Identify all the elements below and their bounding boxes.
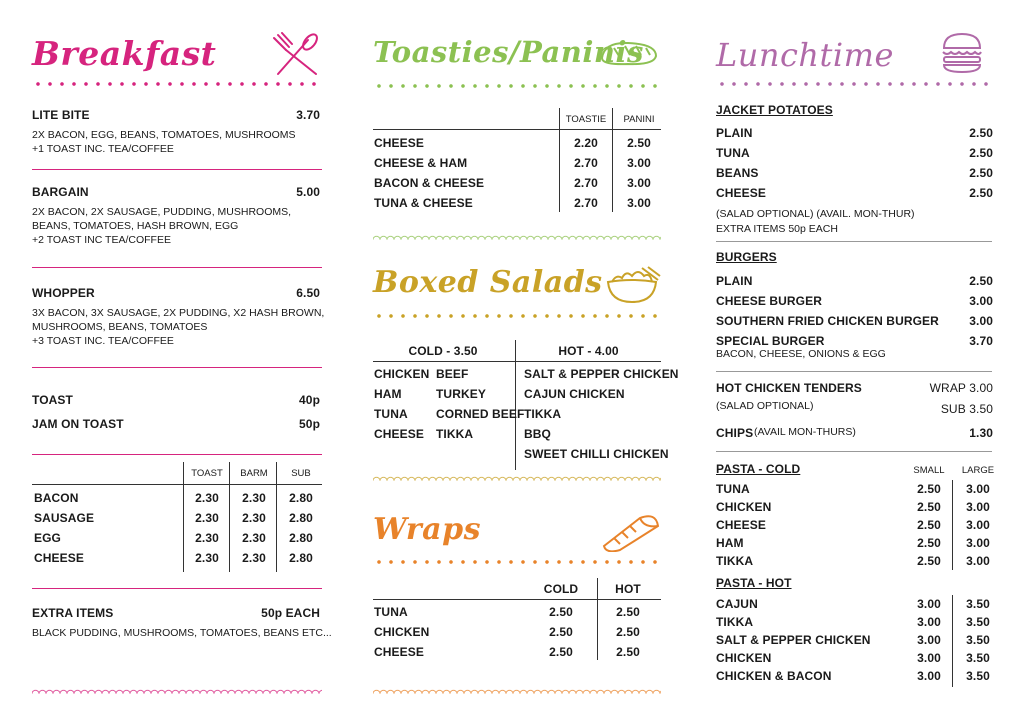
salad-hot-item: BBQ <box>524 427 551 441</box>
salads-dotted-divider <box>373 314 661 318</box>
breakfast-row-price: 2.30 <box>195 531 219 545</box>
wraps-row-price: 2.50 <box>616 625 640 639</box>
toasties-dotted-divider <box>373 84 661 88</box>
breakfast-row-name: BACON <box>34 491 79 505</box>
salad-cold-item: CHICKEN <box>374 367 430 381</box>
toast-price: 40p <box>299 393 320 407</box>
jam-name: JAM ON TOAST <box>32 417 124 431</box>
breakfast-row-price: 2.30 <box>242 551 266 565</box>
burger-item-price: 2.50 <box>969 274 993 288</box>
toasties-row-price: 3.00 <box>627 196 651 210</box>
wraps-row-price: 2.50 <box>616 645 640 659</box>
divider <box>32 484 322 485</box>
pasta-cold-price: 3.00 <box>966 554 990 568</box>
tenders-wrap-price: WRAP 3.00 <box>929 381 993 395</box>
salad-hot-item: SALT & PEPPER CHICKEN <box>524 367 679 381</box>
pasta-cold-price: 2.50 <box>917 536 941 550</box>
wraps-row-price: 2.50 <box>549 605 573 619</box>
pasta-hot-price: 3.50 <box>966 651 990 665</box>
divider <box>716 371 992 372</box>
burger-item-price: 3.70 <box>969 334 993 348</box>
toasties-row-price: 3.00 <box>627 176 651 190</box>
breakfast-row-price: 2.80 <box>289 531 313 545</box>
divider <box>32 454 322 455</box>
toasties-row-name: CHEESE <box>374 136 424 150</box>
breakfast-row-price: 2.80 <box>289 551 313 565</box>
jacket-item-price: 2.50 <box>969 166 993 180</box>
breakfast-item-desc: 2X BACON, 2X SAUSAGE, PUDDING, MUSHROOMS, <box>32 206 292 218</box>
divider <box>32 588 322 589</box>
pasta-cold-price: 2.50 <box>917 518 941 532</box>
breakfast-item-desc: BEANS, TOMATOES, HASH BROWN, EGG <box>32 220 239 232</box>
middle-section <box>340 0 680 727</box>
breakfast-item-desc: MUSHROOMS, BEANS, TOMATOES <box>32 321 208 333</box>
divider <box>559 108 560 212</box>
divider <box>32 169 322 170</box>
tenders-name: HOT CHICKEN TENDERS <box>716 381 862 395</box>
breakfast-col-header: BARM <box>240 468 268 479</box>
scallop-border <box>373 475 661 481</box>
jacket-item-name: BEANS <box>716 166 759 180</box>
breakfast-row-name: CHEESE <box>34 551 84 565</box>
jacket-item-name: TUNA <box>716 146 750 160</box>
salad-hot-item: TIKKA <box>524 407 562 421</box>
breakfast-item-name: WHOPPER <box>32 286 95 300</box>
wraps-col-header: HOT <box>615 582 641 596</box>
breakfast-row-price: 2.30 <box>195 491 219 505</box>
jacket-item-name: PLAIN <box>716 126 753 140</box>
breakfast-item-desc: +1 TOAST INC. TEA/COFFEE <box>32 143 174 155</box>
cutlery-icon <box>272 32 322 78</box>
pasta-hot-price: 3.00 <box>917 633 941 647</box>
toasties-row-price: 2.50 <box>627 136 651 150</box>
special-burger-desc: BACON, CHEESE, ONIONS & EGG <box>716 348 886 360</box>
wrap-icon <box>600 512 662 552</box>
pasta-hot-name: SALT & PEPPER CHICKEN <box>716 633 871 647</box>
wraps-row-name: TUNA <box>374 605 408 619</box>
scallop-border <box>373 234 661 240</box>
pasta-cold-title: PASTA - COLD <box>716 462 801 476</box>
salad-cold-item: TIKKA <box>436 427 474 441</box>
breakfast-row-price: 2.80 <box>289 511 313 525</box>
pasta-cold-price: 2.50 <box>917 554 941 568</box>
pasta-cold-price: 3.00 <box>966 518 990 532</box>
pasta-hot-price: 3.00 <box>917 651 941 665</box>
wraps-row-name: CHEESE <box>374 645 424 659</box>
pasta-hot-price: 3.00 <box>917 615 941 629</box>
divider <box>373 599 661 600</box>
breakfast-item-name: BARGAIN <box>32 185 89 199</box>
breakfast-item-desc: +2 TOAST INC TEA/COFFEE <box>32 234 171 246</box>
divider <box>32 367 322 368</box>
salad-hot-item: CAJUN CHICKEN <box>524 387 625 401</box>
salad-hot-item: SWEET CHILLI CHICKEN <box>524 447 669 461</box>
breakfast-col-header: SUB <box>291 468 311 479</box>
pasta-cold-name: HAM <box>716 536 744 550</box>
chips-name: CHIPS <box>716 426 754 440</box>
pasta-hot-name: TIKKA <box>716 615 754 629</box>
scallop-border <box>373 688 661 694</box>
toast-name: TOAST <box>32 393 73 407</box>
burger-item-price: 3.00 <box>969 294 993 308</box>
pasta-hot-price: 3.50 <box>966 669 990 683</box>
toasties-row-price: 3.00 <box>627 156 651 170</box>
breakfast-col-header: TOAST <box>191 468 223 479</box>
salad-bowl-icon <box>602 266 662 306</box>
toasties-row-price: 2.70 <box>574 176 598 190</box>
wraps-col-header: COLD <box>543 582 579 596</box>
divider <box>716 451 992 452</box>
pasta-cold-name: CHEESE <box>716 518 766 532</box>
burger-item-name: SOUTHERN FRIED CHICKEN BURGER <box>716 314 939 328</box>
toasties-col-header: TOASTIE <box>565 114 607 125</box>
lunch-dotted-divider <box>716 82 992 86</box>
scallop-border <box>32 688 322 694</box>
breakfast-item-desc: 3X BACON, 3X SAUSAGE, 2X PUDDING, X2 HASH BROWN, <box>32 307 325 319</box>
toasties-row-price: 2.70 <box>574 196 598 210</box>
jacket-note: (SALAD OPTIONAL) (AVAIL. MON-THUR) <box>716 208 915 220</box>
pasta-hot-name: CHICKEN <box>716 651 772 665</box>
wraps-dotted-divider <box>373 560 661 564</box>
pasta-hot-name: CHICKEN & BACON <box>716 669 832 683</box>
breakfast-row-name: EGG <box>34 531 61 545</box>
toasties-row-name: TUNA & CHEESE <box>374 196 473 210</box>
salads-cold-header: COLD - 3.50 <box>408 344 478 358</box>
pasta-cold-price: 2.50 <box>917 500 941 514</box>
jacket-potatoes-title: JACKET POTATOES <box>716 103 833 117</box>
jacket-item-price: 2.50 <box>969 186 993 200</box>
jacket-item-name: CHEESE <box>716 186 766 200</box>
breakfast-section <box>0 0 340 727</box>
toasties-row-name: BACON & CHEESE <box>374 176 485 190</box>
salads-hot-header: HOT - 4.00 <box>558 344 619 358</box>
toasties-row-name: CHEESE & HAM <box>374 156 468 170</box>
burger-item-name: SPECIAL BURGER <box>716 334 825 348</box>
pasta-hot-price: 3.50 <box>966 633 990 647</box>
breakfast-dotted-divider <box>32 82 322 86</box>
wraps-row-price: 2.50 <box>549 625 573 639</box>
pasta-cold-price: 2.50 <box>917 482 941 496</box>
salad-cold-item: BEEF <box>436 367 469 381</box>
tenders-note: (SALAD OPTIONAL) <box>716 400 814 412</box>
pasta-hot-name: CAJUN <box>716 597 758 611</box>
breakfast-item-name: LITE BITE <box>32 108 90 122</box>
breakfast-item-price: 5.00 <box>296 185 320 199</box>
pasta-cold-price: 3.00 <box>966 500 990 514</box>
pasta-hot-title: PASTA - HOT <box>716 576 792 590</box>
breakfast-item-price: 6.50 <box>296 286 320 300</box>
breakfast-row-price: 2.30 <box>242 531 266 545</box>
divider <box>612 108 613 212</box>
pasta-hot-price: 3.50 <box>966 597 990 611</box>
chips-price: 1.30 <box>969 426 993 440</box>
lunchtime-section <box>680 0 1024 727</box>
toasties-row-price: 2.20 <box>574 136 598 150</box>
breakfast-row-price: 2.30 <box>242 511 266 525</box>
breakfast-row-price: 2.80 <box>289 491 313 505</box>
breakfast-row-name: SAUSAGE <box>34 511 95 525</box>
pasta-hot-price: 3.50 <box>966 615 990 629</box>
tenders-sub-price: SUB 3.50 <box>940 402 993 416</box>
jam-price: 50p <box>299 417 320 431</box>
salad-cold-item: CORNED BEEF <box>436 407 525 421</box>
bread-icon <box>598 38 660 68</box>
burger-item-price: 3.00 <box>969 314 993 328</box>
chips-note: (AVAIL MON-THURS) <box>754 426 856 438</box>
salads-title: Boxed Salads <box>373 265 603 300</box>
salad-cold-item: TUNA <box>374 407 408 421</box>
extra-items-desc: BLACK PUDDING, MUSHROOMS, TOMATOES, BEANS ETC... <box>32 627 332 639</box>
toasties-title: Toasties/Paninis <box>373 35 644 69</box>
pasta-cold-name: TIKKA <box>716 554 754 568</box>
divider <box>373 129 661 130</box>
salad-cold-item: HAM <box>374 387 402 401</box>
pasta-hot-price: 3.00 <box>917 597 941 611</box>
toasties-col-header: PANINI <box>623 114 655 125</box>
salad-cold-item: TURKEY <box>436 387 486 401</box>
burger-item-name: PLAIN <box>716 274 753 288</box>
breakfast-row-price: 2.30 <box>195 551 219 565</box>
jacket-extra: EXTRA ITEMS 50p EACH <box>716 223 838 235</box>
breakfast-item-desc: 2X BACON, EGG, BEANS, TOMATOES, MUSHROOMS <box>32 129 296 141</box>
wraps-row-price: 2.50 <box>616 605 640 619</box>
pasta-hot-price: 3.00 <box>917 669 941 683</box>
breakfast-item-price: 3.70 <box>296 108 320 122</box>
burger-icon <box>940 32 984 74</box>
breakfast-row-price: 2.30 <box>195 511 219 525</box>
salad-cold-item: CHEESE <box>374 427 424 441</box>
lunchtime-title: Lunchtime <box>716 36 894 74</box>
wraps-row-price: 2.50 <box>549 645 573 659</box>
wraps-title: Wraps <box>373 512 481 547</box>
breakfast-row-price: 2.30 <box>242 491 266 505</box>
divider <box>716 241 992 242</box>
breakfast-title: Breakfast <box>32 34 217 73</box>
burgers-title: BURGERS <box>716 250 777 264</box>
pasta-cold-name: TUNA <box>716 482 750 496</box>
pasta-cold-price: 3.00 <box>966 536 990 550</box>
divider <box>32 267 322 268</box>
pasta-large-header: LARGE <box>961 465 995 476</box>
jacket-item-price: 2.50 <box>969 126 993 140</box>
pasta-small-header: SMALL <box>913 465 945 476</box>
breakfast-item-desc: +3 TOAST INC. TEA/COFFEE <box>32 335 174 347</box>
extra-items-name: EXTRA ITEMS <box>32 606 114 620</box>
jacket-item-price: 2.50 <box>969 146 993 160</box>
divider <box>515 340 516 470</box>
extra-items-price: 50p EACH <box>261 606 320 620</box>
pasta-cold-price: 3.00 <box>966 482 990 496</box>
divider <box>597 578 598 660</box>
burger-item-name: CHEESE BURGER <box>716 294 822 308</box>
toasties-row-price: 2.70 <box>574 156 598 170</box>
wraps-row-name: CHICKEN <box>374 625 430 639</box>
divider <box>373 361 661 362</box>
pasta-cold-name: CHICKEN <box>716 500 772 514</box>
